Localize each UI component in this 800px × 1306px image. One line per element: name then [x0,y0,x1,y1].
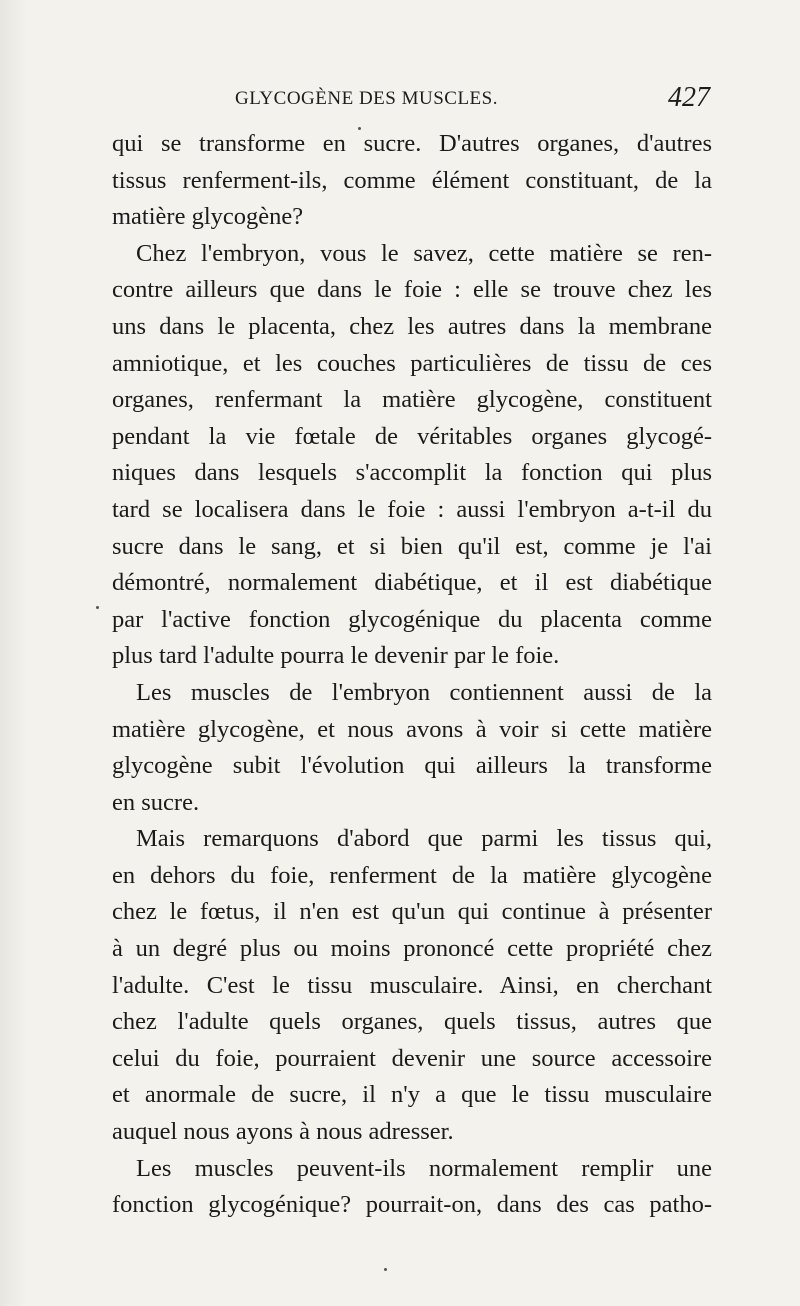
text-line: et anormale de sucre, il n'y a que le tissu musculaire [112,1081,712,1109]
text-line: Mais remarquons d'abord que parmi les tissus qui, [136,825,712,853]
text-line: fonction glycogénique? pourrait-on, dans des cas patho- [112,1191,712,1219]
running-head-title: GLYCOGÈNE DES MUSCLES. [235,88,498,109]
text-line: niques dans lesquels s'accomplit la fonction qui plus [112,459,712,487]
text-line: plus tard l'adulte pourra le devenir par le foie. [112,642,560,670]
text-line: glycogène subit l'évolution qui ailleurs la transforme [112,752,712,780]
text-line: pendant la vie fœtale de véritables organes glycogé- [112,422,712,450]
text-line: en dehors du foie, renferment de la matière glycogène [112,861,712,889]
text-line: l'adulte. C'est le tissu musculaire. Ainsi, en cherchant [112,971,712,999]
text-line: par l'active fonction glycogénique du placenta comme [112,605,712,633]
text-line: Chez l'embryon, vous le savez, cette matière se ren- [136,239,712,267]
text-line: qui se transforme en sucre. D'autres organes, d'autres [112,130,712,157]
text-line: tissus renferment-ils, comme élément constituant, de la [112,166,712,194]
text-line: tard se localisera dans le foie : aussi l'embryon a-t-il du [112,495,712,523]
page-number: 427 [668,82,710,113]
text-line: à un degré plus ou moins prononcé cette propriété chez [112,935,712,963]
running-head [110,82,710,116]
text-line: amniotique, et les couches particulières de tissu de ces [112,349,712,377]
text-line: chez le fœtus, il n'en est qu'un qui continue à présenter [112,898,712,926]
text-line: Les muscles peuvent-ils normalement remplir une [136,1154,712,1182]
text-line: uns dans le placenta, chez les autres dans la membrane [112,312,712,340]
text-line: celui du foie, pourraient devenir une source accessoire [112,1044,712,1072]
text-line: matière glycogène? [112,203,304,231]
text-line: en sucre. [112,788,200,816]
text-line: démontré, normalement diabétique, et il est diabétique [112,569,712,597]
text-line: matière glycogène, et nous avons à voir si cette matière [112,715,712,743]
text-line: auquel nous ayons à nous adresser. [112,1118,454,1146]
text-line: Les muscles de l'embryon contiennent aussi de la [136,678,712,706]
text-line: chez l'adulte quels organes, quels tissus, autres que [112,1008,712,1036]
print-speck [384,1268,387,1271]
text-line: contre ailleurs que dans le foie : elle se trouve chez les [112,276,712,304]
body-text [112,126,712,1224]
print-speck [96,606,99,609]
text-line: sucre dans le sang, et si bien qu'il est, comme je l'ai [112,532,712,560]
text-line: organes, renfermant la matière glycogène, constituent [112,386,712,414]
print-speck [358,127,361,130]
